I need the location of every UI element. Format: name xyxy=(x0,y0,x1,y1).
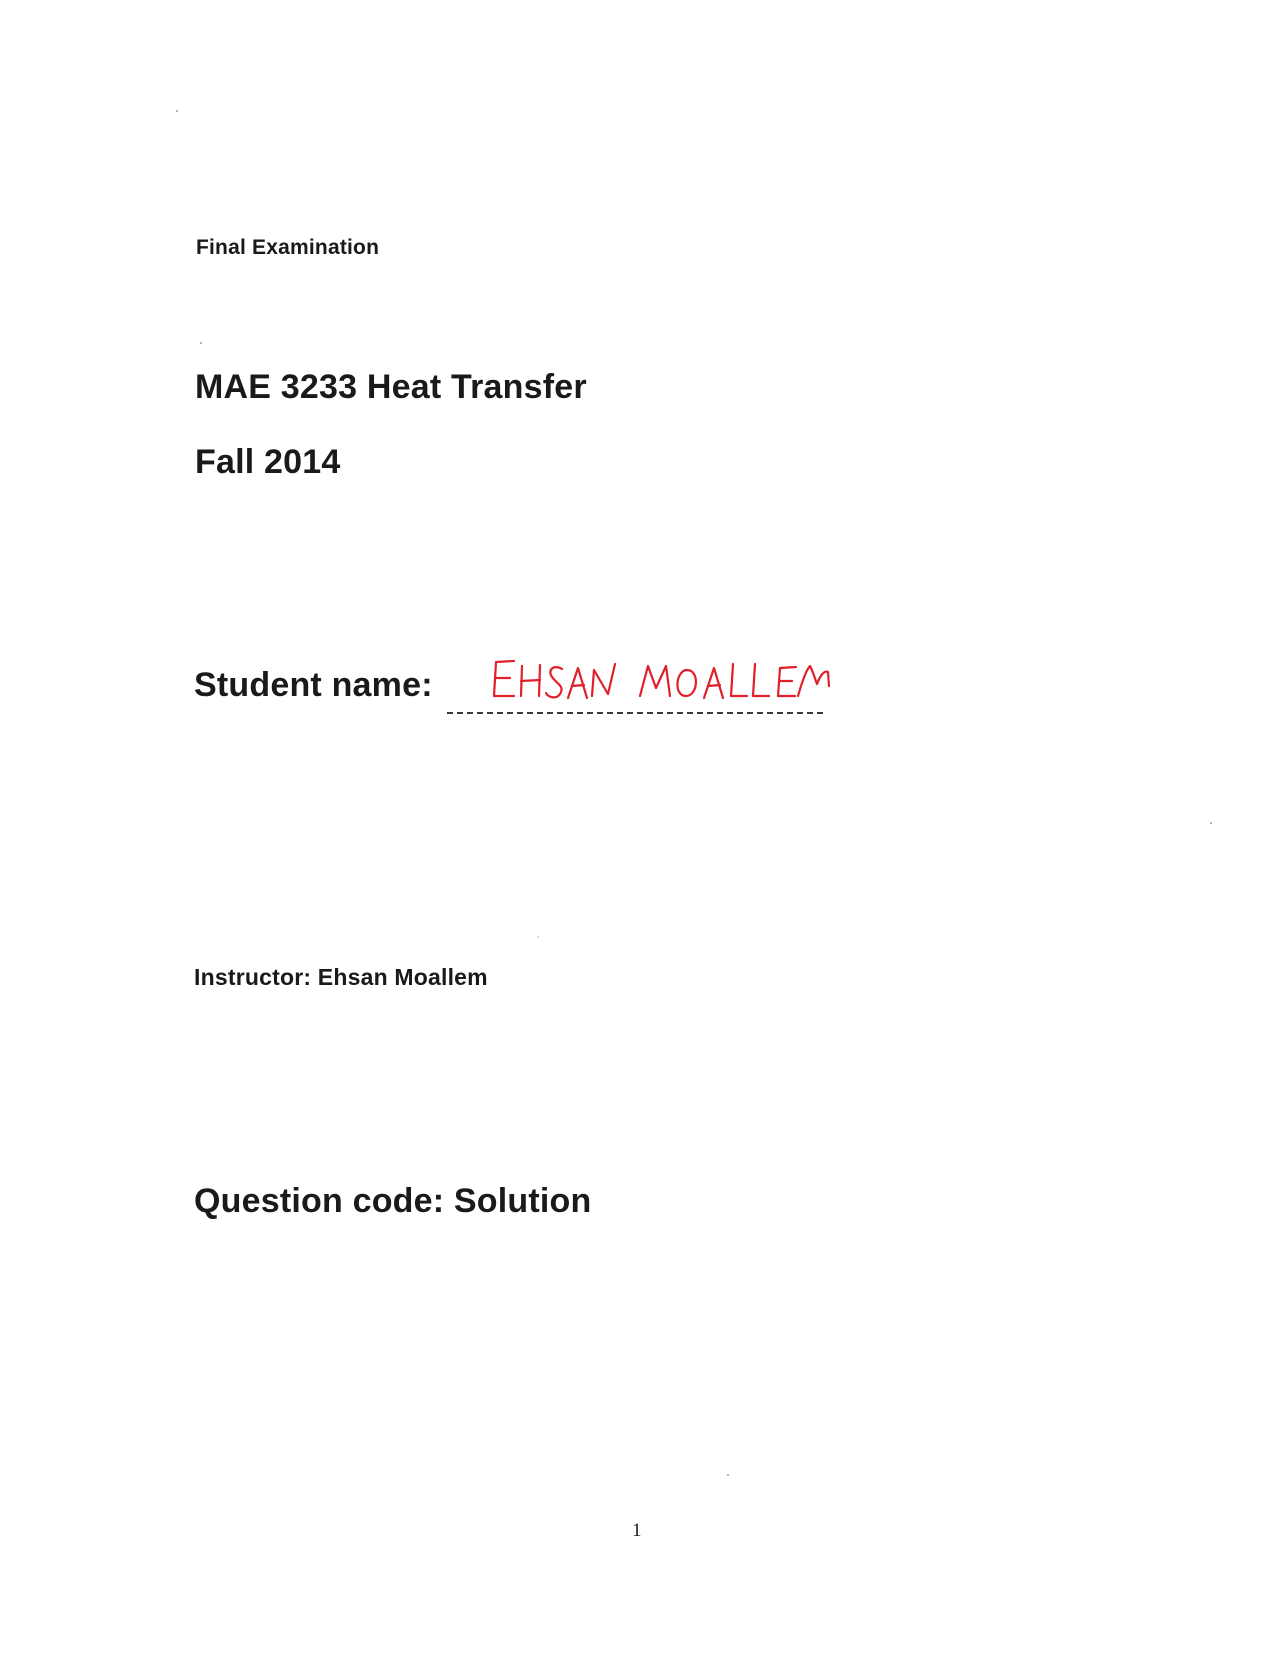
page-number: 1 xyxy=(632,1520,642,1541)
student-name-label: Student name: xyxy=(194,666,433,704)
student-name-dashed-line xyxy=(447,712,823,714)
scan-speck xyxy=(1210,822,1212,824)
question-code-label: Question code: Solution xyxy=(194,1182,592,1220)
scan-speck xyxy=(537,936,539,938)
scan-speck xyxy=(200,342,202,344)
instructor-label: Instructor: Ehsan Moallem xyxy=(194,964,488,990)
course-title: MAE 3233 Heat Transfer xyxy=(195,368,587,406)
scan-speck xyxy=(176,110,178,112)
term-label: Fall 2014 xyxy=(195,443,341,481)
handwritten-student-name xyxy=(490,656,830,706)
exam-type-label: Final Examination xyxy=(196,236,380,259)
scan-speck xyxy=(727,1474,729,1476)
